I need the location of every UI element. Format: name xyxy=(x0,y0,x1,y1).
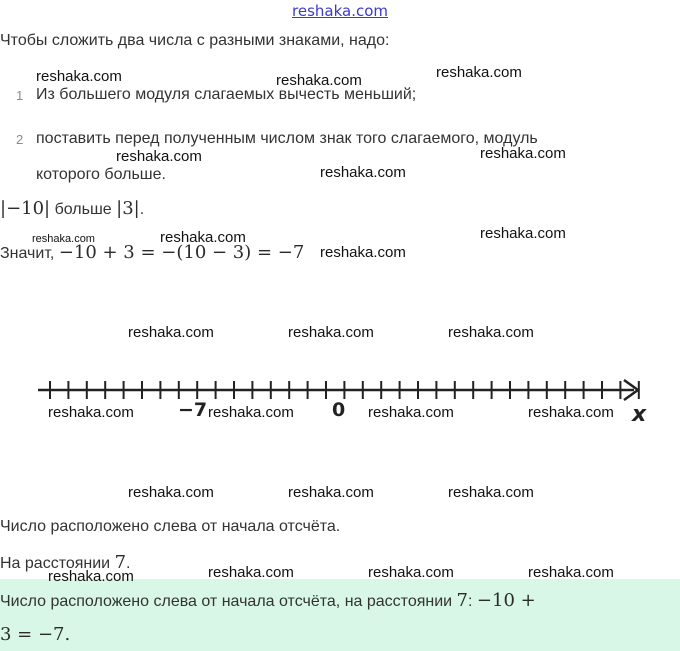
answer-colon: : xyxy=(468,593,473,610)
watermark: reshaka.com xyxy=(276,72,362,89)
watermark: reshaka.com xyxy=(116,148,202,165)
watermark: reshaka.com xyxy=(528,404,614,421)
conclusion-line-1: Число расположено слева от начала отсчёта. xyxy=(0,518,341,535)
watermark: reshaka.com xyxy=(368,564,454,581)
watermark: reshaka.com xyxy=(288,324,374,341)
step-2-text-line2: которого больше. xyxy=(36,166,166,183)
watermark: reshaka.com xyxy=(36,68,122,85)
therefore-line xyxy=(0,242,304,263)
watermark: reshaka.com xyxy=(448,324,534,341)
conclusion-line-2-math: 7 xyxy=(114,552,127,573)
number-line-label-zero: 0 xyxy=(332,399,346,421)
comparison-word: больше xyxy=(54,201,112,218)
therefore-expression: −10 + 3 = −(10 − 3) = −7 xyxy=(58,242,305,263)
watermark: reshaka.com xyxy=(436,64,522,81)
watermark: reshaka.com xyxy=(128,484,214,501)
therefore-label: Значит, xyxy=(0,245,55,262)
watermark: reshaka.com xyxy=(320,244,406,261)
answer-line-1 xyxy=(0,590,536,611)
site-link[interactable]: reshaka.com xyxy=(292,2,388,20)
answer-math-2: −10 + xyxy=(476,590,536,611)
step-2-number: 2 xyxy=(16,132,24,147)
watermark: reshaka.com xyxy=(368,404,454,421)
comparison-math-b: |3| xyxy=(116,198,140,219)
comparison-end: . xyxy=(139,201,145,218)
answer-text: Число расположено слева от начала отсчёта, на расстоянии xyxy=(0,593,453,610)
watermark: reshaka.com xyxy=(208,564,294,581)
watermark: reshaka.com xyxy=(480,225,566,242)
step-1-number: 1 xyxy=(16,88,24,103)
watermark: reshaka.com xyxy=(448,484,534,501)
watermark: reshaka.com xyxy=(288,484,374,501)
watermark: reshaka.com xyxy=(480,145,566,162)
number-line-label-minus7: −7 xyxy=(178,399,208,421)
watermark: reshaka.com xyxy=(160,229,246,246)
answer-math-1: 7 xyxy=(456,590,468,611)
watermark: reshaka.com xyxy=(528,564,614,581)
watermark: reshaka.com xyxy=(48,568,134,585)
answer-line-2: 3 = −7. xyxy=(0,624,71,645)
rule-intro: Чтобы сложить два числа с разными знаками, надо: xyxy=(0,32,390,49)
conclusion-line-2-text: На расстоянии xyxy=(0,555,111,572)
watermark: reshaka.com xyxy=(48,404,134,421)
comparison-line xyxy=(0,198,144,219)
step-2-text-line1: поставить перед полученным числом знак того слагаемого, модуль xyxy=(36,130,538,147)
watermark: reshaka.com xyxy=(208,404,294,421)
watermark: reshaka.com xyxy=(320,164,406,181)
watermark: reshaka.com xyxy=(128,324,214,341)
step-1-text: Из большего модуля слагаемых вычесть меньший; xyxy=(36,86,417,103)
comparison-math-a: |−10| xyxy=(0,198,51,219)
conclusion-line-2-end: . xyxy=(126,555,131,572)
watermark: reshaka.com xyxy=(32,233,95,245)
number-line-axis-label: x xyxy=(632,402,647,427)
